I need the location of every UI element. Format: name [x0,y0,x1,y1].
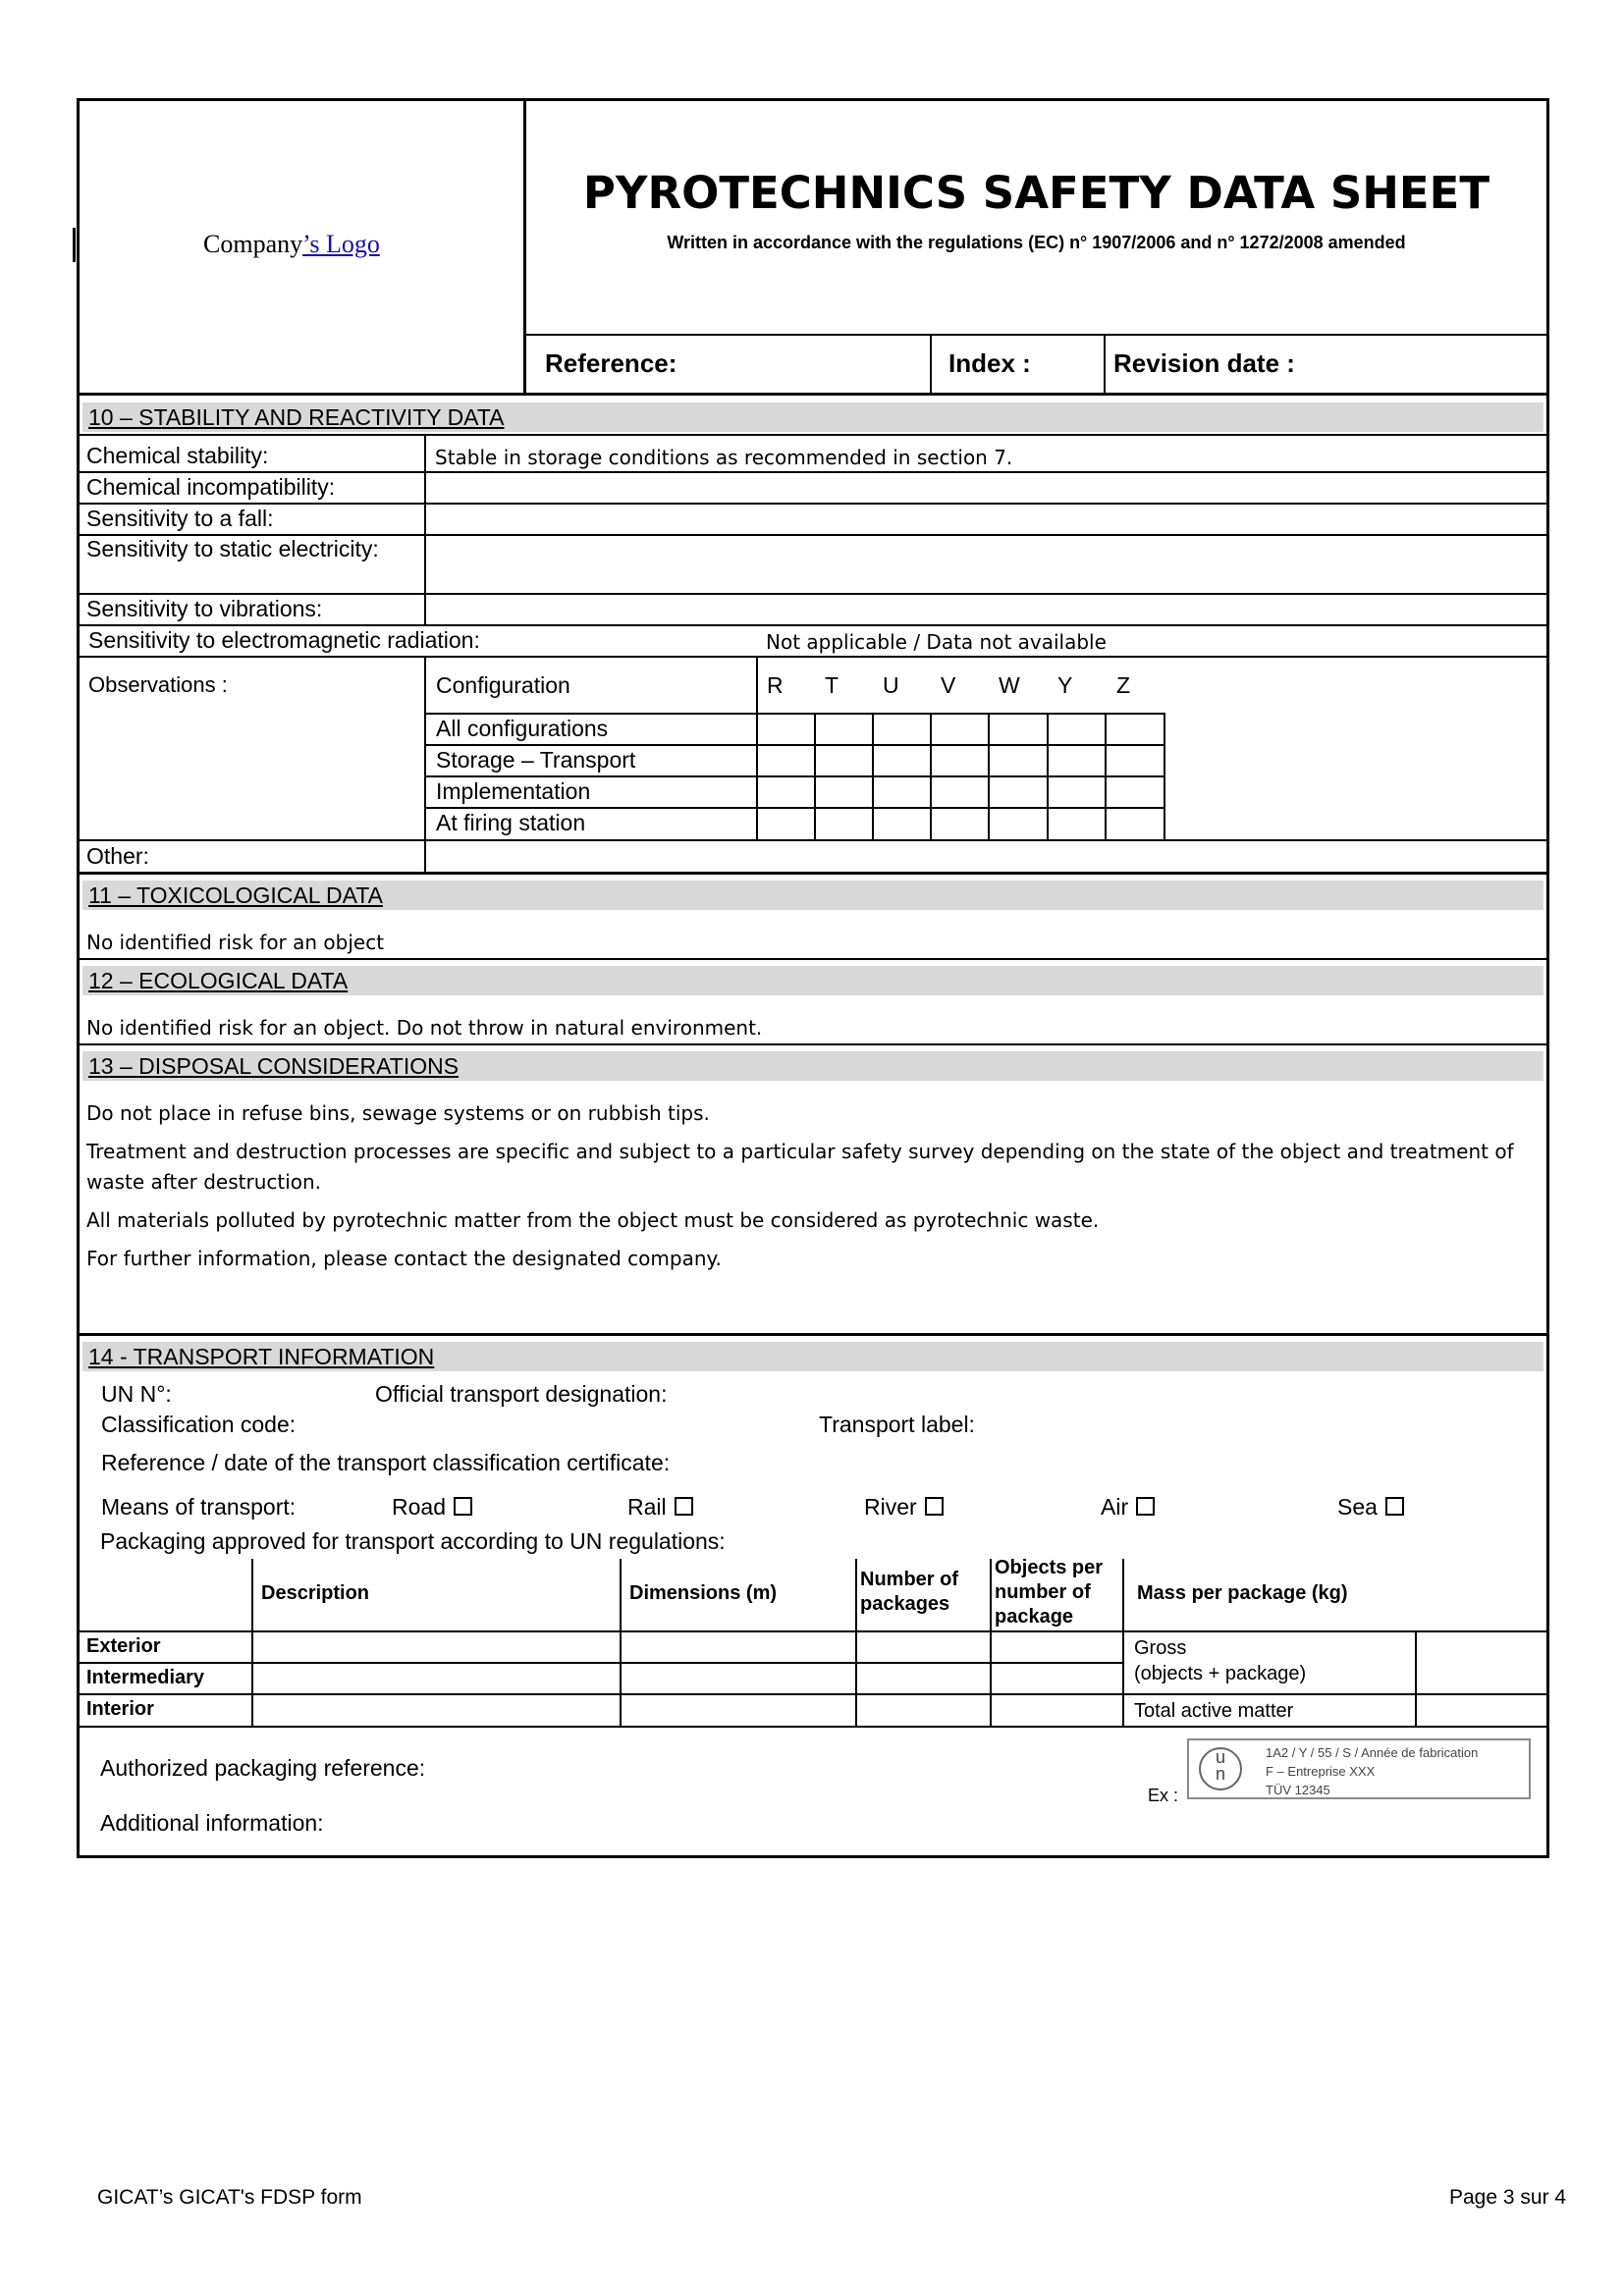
table-col-line [1415,1630,1417,1726]
table-header-description: Description [261,1582,370,1604]
rule [77,839,1549,841]
disposal-paragraph: Do not place in refuse bins, sewage systems or on rubbish tips. [86,1101,710,1125]
gross-sublabel: (objects + package) [1134,1663,1307,1684]
un-mark-text [1266,1743,1478,1799]
road-label: Road [392,1494,446,1520]
config-header: Configuration [436,672,570,698]
air-checkbox[interactable] [1136,1497,1155,1516]
section-14-title: 14 - TRANSPORT INFORMATION [88,1344,435,1369]
company-logo [203,230,380,259]
example-prefix: Ex : [1148,1786,1179,1805]
section-12-bottom-rule [77,1043,1549,1045]
chemical-incompatibility-label: Chemical incompatibility: [86,474,336,500]
table-row-intermediary: Intermediary [86,1667,205,1688]
label-divider [424,434,426,626]
table-header-objects-per-package [995,1556,1103,1629]
un-symbol-n: n [1215,1764,1225,1784]
section-11-bottom-rule [77,958,1549,960]
transport-option-rail[interactable] [627,1493,693,1521]
revision-divider [1104,334,1106,393]
disposal-paragraph: Treatment and destruction processes are specific and subject to a particular safety survey depending on the state of the object and treatment of [86,1140,1514,1163]
toxicological-text: No identified risk for an object [86,931,385,954]
logo-link[interactable]: ’s Logo [302,230,380,258]
rule [77,503,1549,505]
section-13-title: 13 – DISPOSAL CONSIDERATIONS [88,1053,460,1079]
page-title: PYROTECHNICS SAFETY DATA SHEET [582,167,1490,219]
section-13-bottom-rule [77,1333,1549,1336]
em-sensitivity-value: Not applicable / Data not available [766,630,1107,654]
fall-sensitivity-label: Sensitivity to a fall: [86,506,274,531]
chemical-stability-label: Chemical stability: [86,443,269,468]
rule [77,656,1549,658]
authorized-packaging-label: Authorized packaging reference: [100,1755,426,1781]
ecological-text: No identified risk for an object. Do not throw in natural environment. [86,1016,763,1040]
river-checkbox[interactable] [925,1497,944,1516]
road-checkbox[interactable] [454,1497,472,1516]
other-label: Other: [86,843,149,869]
chemical-stability-value: Stable in storage conditions as recommended in section 7. [435,446,1013,469]
transport-option-air[interactable] [1101,1493,1155,1521]
table-row-exterior: Exterior [86,1635,161,1657]
disposal-paragraph: For further information, please contact the designated company. [86,1247,722,1270]
config-col-v: V [941,672,956,698]
revision-date-label: Revision date : [1113,348,1295,378]
observations-label: Observations : [88,672,228,697]
additional-information-label: Additional information: [100,1810,324,1836]
rail-checkbox[interactable] [675,1497,693,1516]
section-10-title: 10 – STABILITY AND REACTIVITY DATA [88,404,505,430]
logo-text: Company [203,230,303,258]
header-line: number of [995,1581,1091,1603]
table-col-line [855,1559,857,1726]
transport-option-river[interactable] [864,1493,944,1521]
reference-label: Reference: [545,348,677,378]
header-rule [523,334,1549,336]
certificate-label: Reference / date of the transport classification certificate: [101,1450,671,1475]
config-grid-line [756,656,758,840]
config-col-r: R [767,672,784,698]
section-10-bottom-rule [77,872,1549,875]
table-header-dimensions: Dimensions (m) [629,1582,778,1604]
config-row-storage: Storage – Transport [436,747,636,773]
rail-label: Rail [627,1494,667,1520]
gross-cell [1134,1635,1306,1686]
rule [77,434,1549,436]
table-col-line [620,1559,622,1726]
table-rule [77,1630,1549,1632]
table-header-number-of-packages [860,1568,958,1617]
static-sensitivity-label: Sensitivity to static electricity: [86,536,379,561]
table-rule [77,1693,1123,1695]
un-packaging-mark [1187,1738,1531,1799]
header-line: packages [860,1593,950,1615]
total-active-matter-label: Total active matter [1134,1700,1294,1722]
config-col-t: T [825,672,839,698]
gross-label: Gross [1134,1637,1187,1659]
header-line: package [995,1606,1074,1628]
config-col-w: W [999,672,1020,698]
section-12-title: 12 – ECOLOGICAL DATA [88,968,349,993]
un-mark-line: F – Entreprise XXX [1266,1764,1376,1779]
section-11-title: 11 – TOXICOLOGICAL DATA [88,882,383,908]
means-of-transport-label: Means of transport: [101,1494,297,1520]
transport-label-label: Transport label: [819,1412,975,1437]
config-col-z: Z [1116,672,1131,698]
packaging-approved-label: Packaging approved for transport according to UN regulations: [100,1528,726,1554]
footer-form-name: GICAT’s GICAT's FDSP form [97,2186,362,2209]
index-label: Index : [948,348,1031,378]
un-mark-line: TÜV 12345 [1266,1783,1330,1797]
logo-mark [73,228,76,262]
header-bottom-rule [77,393,1549,396]
table-col-line [1122,1559,1124,1726]
disposal-paragraph: waste after destruction. [86,1170,322,1194]
vibration-sensitivity-label: Sensitivity to vibrations: [86,596,323,621]
un-number-label: UN N°: [101,1381,172,1407]
config-row-implementation: Implementation [436,778,591,804]
classification-code-label: Classification code: [101,1412,297,1437]
table-row-interior: Interior [86,1698,154,1720]
config-col-y: Y [1057,672,1073,698]
table-rule [1122,1693,1549,1695]
page-subtitle: Written in accordance with the regulations (EC) n° 1907/2006 and n° 1272/2008 amended [667,233,1406,252]
sea-checkbox[interactable] [1385,1497,1404,1516]
config-row-firing-station: At firing station [436,810,586,835]
index-divider [930,334,932,393]
transport-option-road[interactable] [392,1493,472,1521]
un-symbol-u: u [1215,1747,1225,1767]
config-col-u: U [883,672,899,698]
footer-page-number: Page 3 sur 4 [1449,2186,1567,2209]
sea-label: Sea [1337,1494,1378,1520]
table-rule [77,1662,1123,1664]
header-line: Number of [860,1569,958,1590]
table-bottom-rule [77,1726,1549,1728]
header-line: Objects per [995,1557,1104,1578]
table-header-mass: Mass per package (kg) [1137,1582,1348,1604]
table-col-line [251,1559,253,1726]
un-symbol-icon [1199,1747,1242,1790]
transport-option-sea[interactable] [1337,1493,1404,1521]
disposal-paragraph: All materials polluted by pyrotechnic matter from the object must be considered as pyrotechnic waste. [86,1208,1100,1232]
config-row-all: All configurations [436,716,609,741]
em-sensitivity-label: Sensitivity to electromagnetic radiation: [88,627,480,653]
transport-designation-label: Official transport designation: [375,1381,668,1407]
un-mark-line: 1A2 / Y / 55 / S / Année de fabrication [1266,1745,1479,1760]
air-label: Air [1101,1494,1129,1520]
river-label: River [864,1494,917,1520]
table-col-line [990,1559,992,1726]
